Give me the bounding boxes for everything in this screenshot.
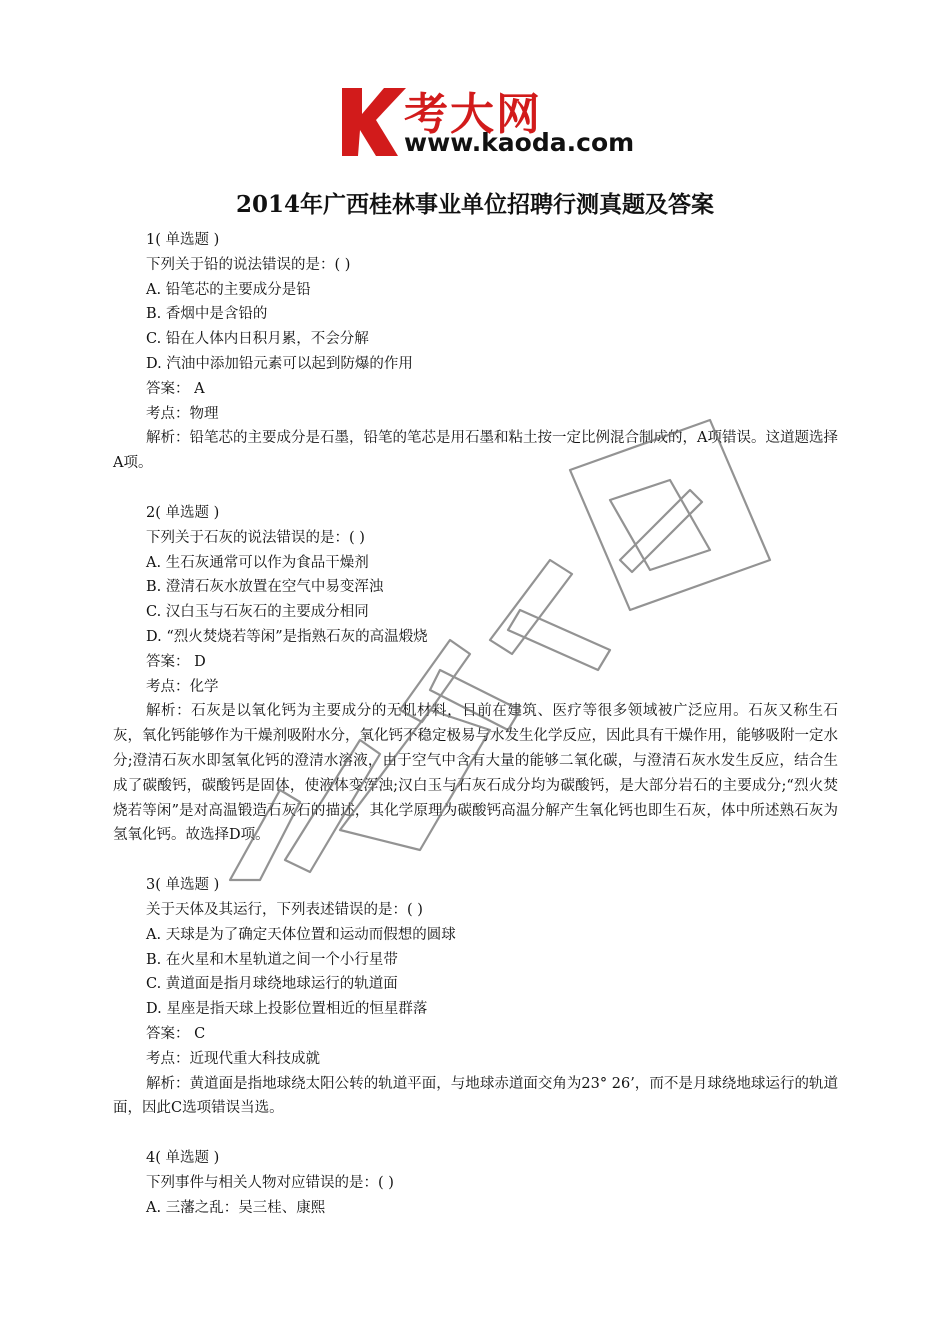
question-4 <box>113 1146 838 1220</box>
option-b: B. 香烟中是含铅的 <box>146 306 268 323</box>
analysis: 解析：石灰是以氧化钙为主要成分的无机材料，目前在建筑、医疗等很多领域被广泛应用。石灰又称生石灰，氧化钙能够作为干燥剂吸附水分，氧化钙不稳定极易与水发生化学反应，因此具有干燥作用，能够吸附一定水分;澄清石灰水即氢氧化钙的澄清水溶液，由于空气中含有大量的能够二氧化碳，与澄清石灰水发生反应，结合生成了碳酸钙，碳酸钙是固体，使液体变浑浊;汉白玉与石灰石成分均为碳酸钙，是大部分岩石的主要成分;“烈火焚烧若等闲”是对高温锻造石灰石的描述，其化学原理为碳酸钙高温分解产生氧化钙也即生石灰，体中所述熟石灰为氢氧化钙。故选择D项。 <box>113 703 838 844</box>
question-header: 2( 单选题 ) <box>146 504 220 521</box>
question-3 <box>113 873 838 1121</box>
question-header: 1( 单选题 ) <box>146 232 220 248</box>
knowledge-point: 考点：物理 <box>146 405 219 422</box>
question-stem: 下列事件与相关人物对应错误的是：( ) <box>146 1174 394 1191</box>
question-stem: 关于天体及其运行，下列表述错误的是：( ) <box>146 901 423 918</box>
option-d: D. 汽油中添加铅元素可以起到防爆的作用 <box>146 355 413 372</box>
knowledge-point: 考点：化学 <box>146 678 219 695</box>
question-1 <box>113 228 838 476</box>
question-list <box>113 228 838 1245</box>
answer: 答案： A <box>146 380 205 397</box>
option-b: B. 在火星和木星轨道之间一个小行星带 <box>146 951 398 968</box>
question-2 <box>113 501 838 848</box>
option-a: A. 铅笔芯的主要成分是铅 <box>146 281 311 298</box>
site-logo <box>338 84 658 164</box>
logo-brand-text: 考大网 <box>404 89 542 140</box>
logo-url-text: www.kaoda.com <box>404 128 635 157</box>
option-c: C. 汉白玉与石灰石的主要成分相同 <box>146 604 369 621</box>
option-a: A. 三藩之乱：吴三桂、康熙 <box>146 1199 326 1216</box>
question-header: 3( 单选题 ) <box>146 877 220 894</box>
option-a: A. 天球是为了确定天体位置和运动而假想的圆球 <box>146 926 456 943</box>
option-b: B. 澄清石灰水放置在空气中易变浑浊 <box>146 579 384 596</box>
question-header: 4( 单选题 ) <box>146 1150 220 1167</box>
option-a: A. 生石灰通常可以作为食品干燥剂 <box>146 554 369 571</box>
page-title: 2014年广西桂林事业单位招聘行测真题及答案 <box>235 191 714 218</box>
analysis: 解析：黄道面是指地球绕太阳公转的轨道平面，与地球赤道面交角为23° 26’，而不是月球绕地球运行的轨道面，因此C选项错误当选。 <box>113 1075 838 1117</box>
option-d: D. 星座是指天球上投影位置相近的恒星群落 <box>146 1001 428 1018</box>
question-stem: 下列关于铅的说法错误的是：( ) <box>146 256 351 273</box>
option-c: C. 黄道面是指月球绕地球运行的轨道面 <box>146 976 398 993</box>
answer: 答案： D <box>146 653 206 670</box>
option-d: D. “烈火焚烧若等闲”是指熟石灰的高温煅烧 <box>146 628 428 645</box>
option-c: C. 铅在人体内日积月累，不会分解 <box>146 331 369 348</box>
knowledge-point: 考点：近现代重大科技成就 <box>146 1050 320 1067</box>
answer: 答案： C <box>146 1025 206 1042</box>
logo-k-mark <box>338 84 408 160</box>
question-stem: 下列关于石灰的说法错误的是：( ) <box>146 529 365 546</box>
analysis: 解析：铅笔芯的主要成分是石墨，铅笔的笔芯是用石墨和粘土按一定比例混合制成的，A项错误。这道题选择A项。 <box>113 430 838 472</box>
